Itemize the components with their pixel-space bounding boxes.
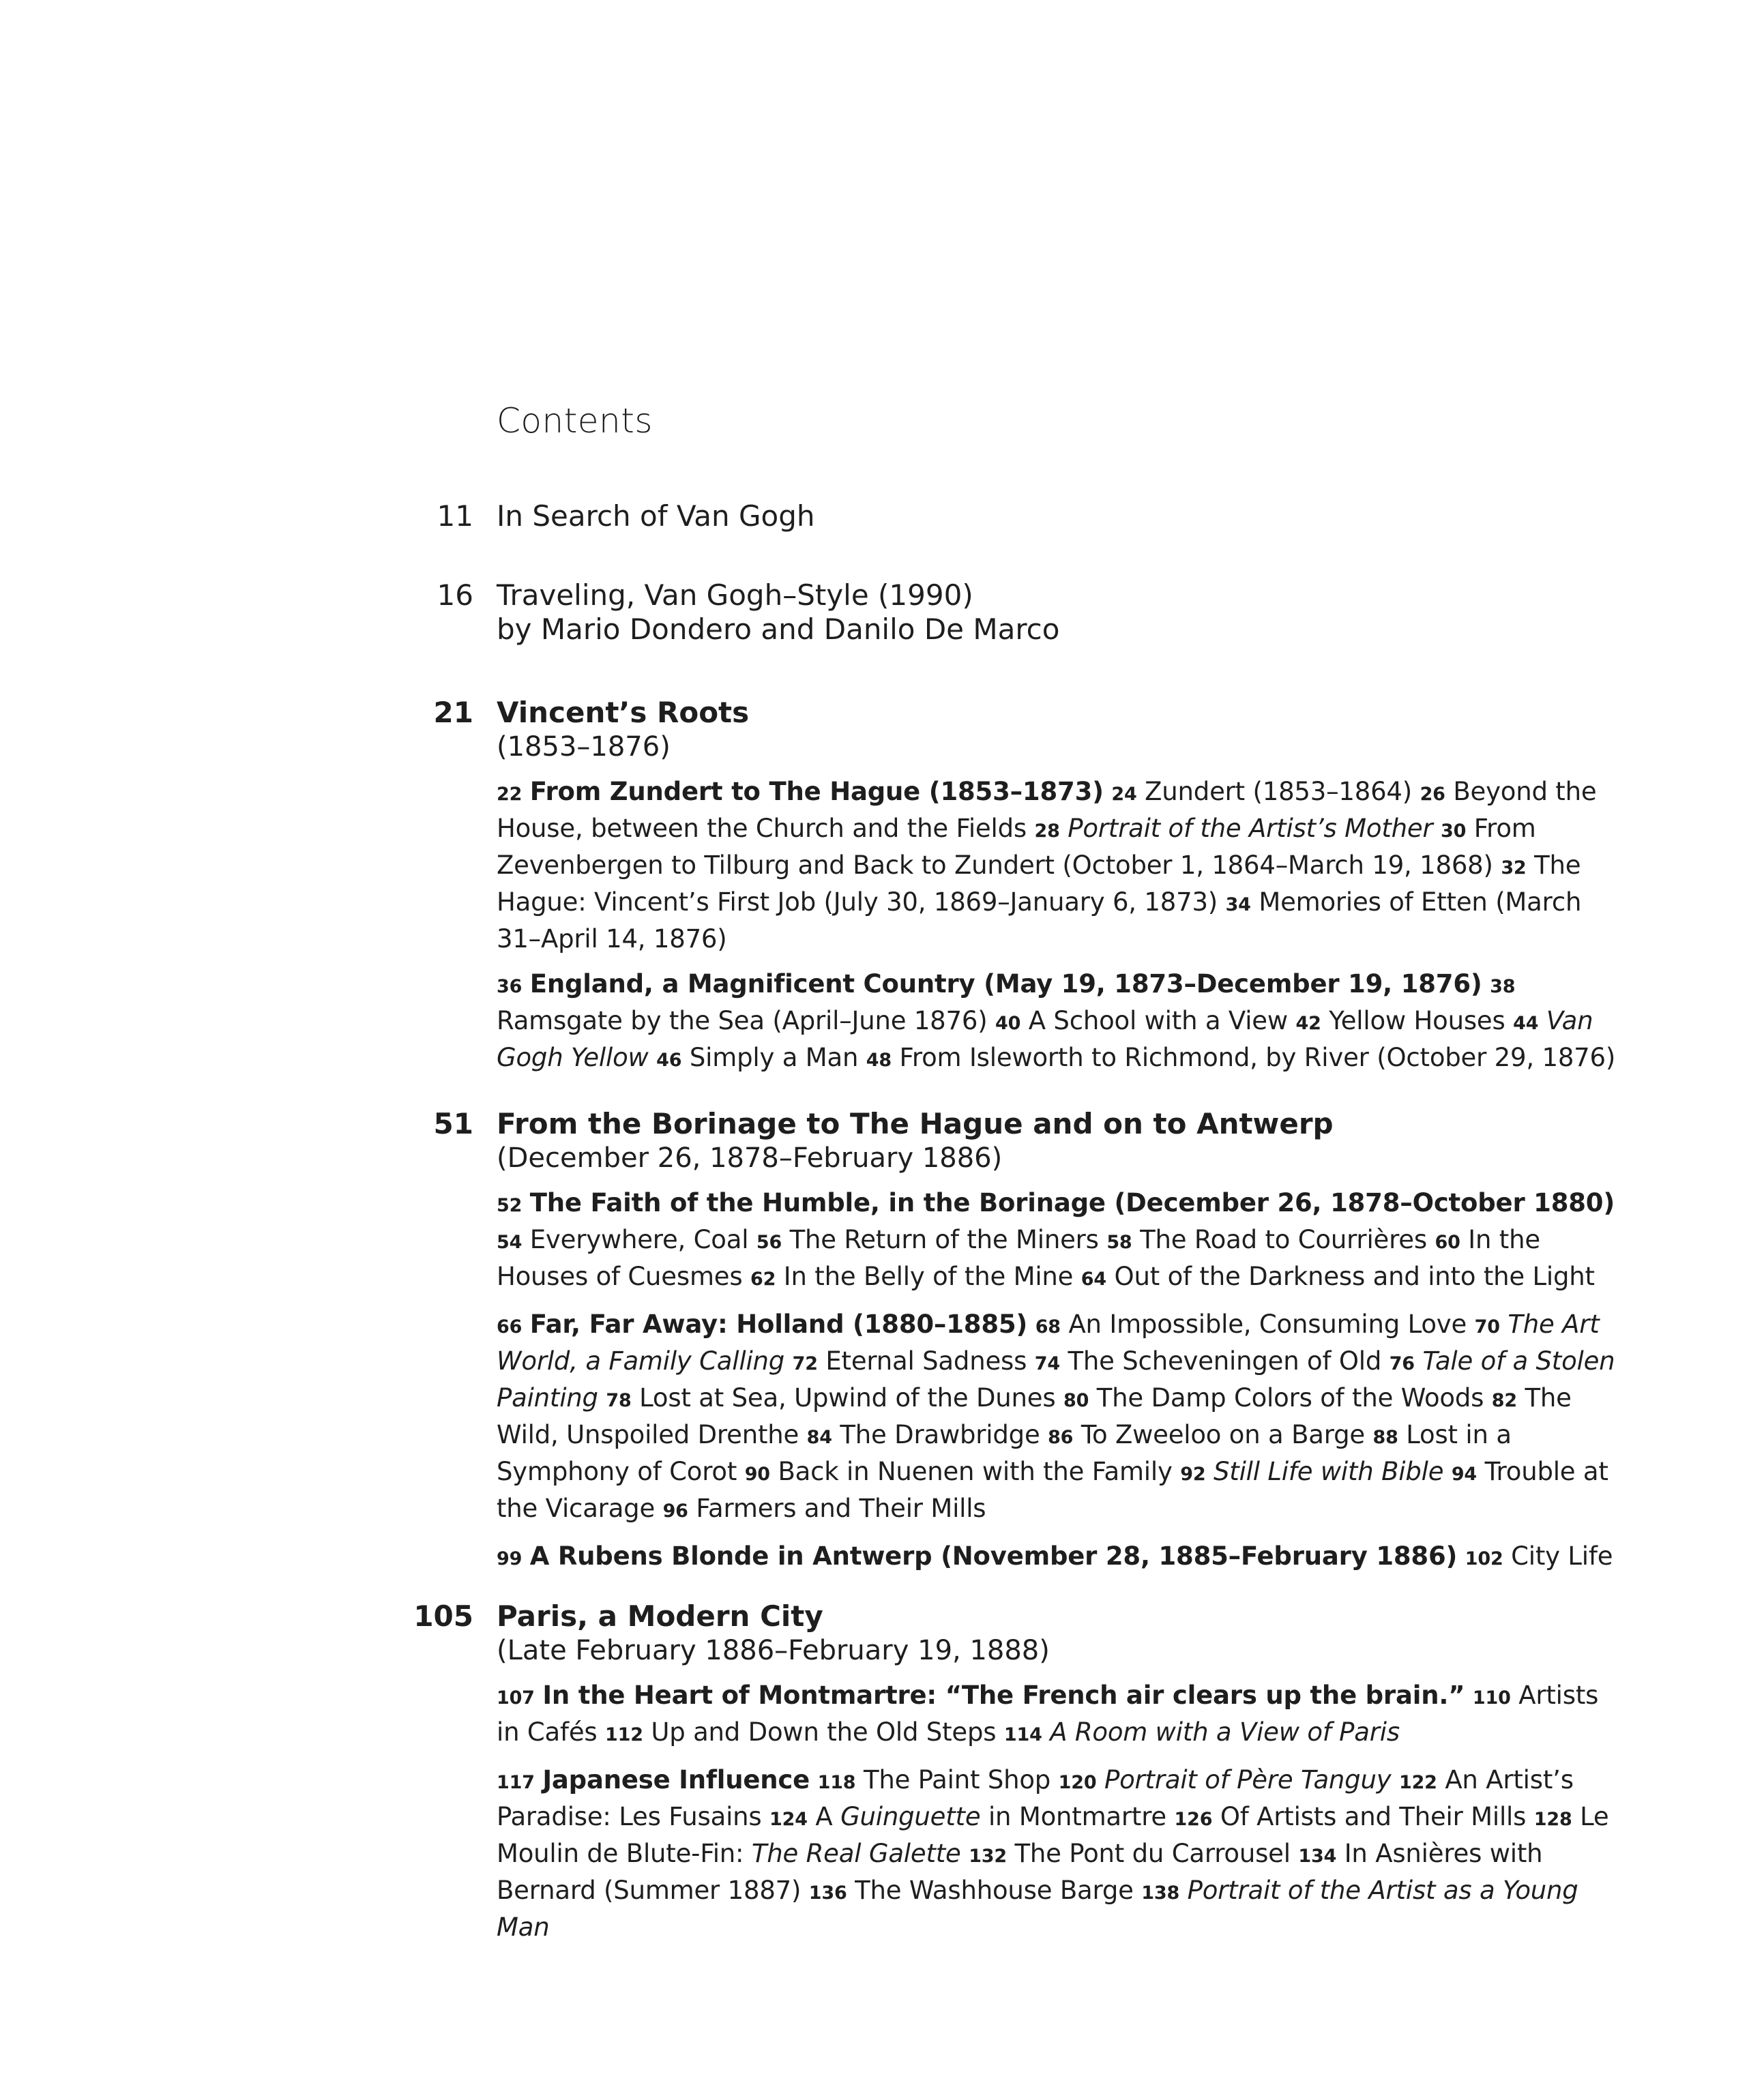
toc-entry: [0, 578, 1764, 647]
toc-item-page-number: 96: [662, 1501, 688, 1522]
toc-item-title: A Rubens Blonde in Antwerp (November 28, 1885–February 1886): [529, 1541, 1458, 1571]
toc-item-title: Beyond the House, between the Church and the Fields: [497, 777, 1597, 843]
toc-page-number: 105: [413, 1599, 473, 1633]
toc-item-page-number: 48: [866, 1050, 892, 1071]
toc-item-page-number: 44: [1513, 1013, 1539, 1034]
toc-item-title: Guinguette: [840, 1802, 981, 1831]
toc-title: Traveling, Van Gogh–Style (1990): [497, 578, 973, 612]
toc-item-title: Farmers and Their Mills: [696, 1494, 986, 1523]
toc-chapter: [0, 1107, 1764, 1576]
toc-item-page-number: 110: [1472, 1687, 1511, 1709]
toc-item-page-number: 64: [1081, 1269, 1106, 1290]
toc-item-page-number: 86: [1048, 1427, 1074, 1448]
toc-item-page-number: 72: [792, 1353, 818, 1374]
toc-item-title: Memories of Etten (March 31–April 14, 1876): [497, 887, 1582, 954]
toc-item-title: From Zevenbergen to Tilburg and Back to Zundert (October 1, 1864–March 19, 1868): [497, 814, 1536, 880]
toc-item-page-number: 112: [605, 1724, 643, 1745]
toc-item-page-number: 78: [606, 1390, 632, 1411]
toc-item-title: in Montmartre: [980, 1802, 1166, 1831]
toc-item-page-number: 68: [1035, 1316, 1061, 1338]
toc-item-page-number: 107: [497, 1687, 535, 1709]
toc-item-page-number: 58: [1106, 1232, 1132, 1253]
toc-item-title: The Washhouse Barge: [855, 1876, 1134, 1905]
toc-item-title: The Scheveningen of Old: [1068, 1346, 1382, 1376]
toc-item-title: Japanese Influence: [542, 1765, 810, 1794]
toc-item-title: An Artist’s Paradise: Les Fusains: [497, 1765, 1574, 1831]
toc-page-number: 51: [433, 1107, 473, 1140]
toc-section: [497, 1539, 1622, 1576]
toc-item-title: The Return of the Miners: [789, 1225, 1099, 1254]
toc-item-title: Le Moulin de Blute-Fin:: [497, 1802, 1609, 1868]
toc-item-title: Lost at Sea, Upwind of the Dunes: [639, 1383, 1056, 1413]
toc-item-title: From Zundert to The Hague (1853–1873): [529, 777, 1104, 806]
toc-item-page-number: 126: [1174, 1809, 1213, 1830]
toc-page-number: 16: [437, 578, 473, 612]
toc-item-page-number: 56: [756, 1232, 782, 1253]
toc-entry: [0, 499, 1764, 533]
toc-item-title: Portrait of the Artist’s Mother: [1068, 814, 1433, 843]
toc-item-title: The Damp Colors of the Woods: [1096, 1383, 1484, 1413]
toc-item-title: In Asnières with Bernard (Summer 1887): [497, 1839, 1543, 1905]
toc-section: [497, 1308, 1622, 1528]
toc-item-title: Still Life with Bible: [1213, 1457, 1444, 1486]
toc-item-page-number: 66: [497, 1316, 523, 1338]
toc-item-page-number: 90: [744, 1464, 770, 1485]
toc-item-page-number: 114: [1003, 1724, 1042, 1745]
toc-item-title: Van Gogh Yellow: [497, 1006, 1593, 1072]
toc-item-title: From Isleworth to Richmond, by River (October 29, 1876): [899, 1043, 1616, 1072]
toc-item-title: Far, Far Away: Holland (1880–1885): [529, 1310, 1028, 1339]
toc-item-title: An Impossible, Consuming Love: [1068, 1310, 1467, 1339]
toc-item-title: Lost in a Symphony of Corot: [497, 1420, 1512, 1486]
toc-item-title: The Road to Courrières: [1140, 1225, 1427, 1254]
toc-item-title: Yellow Houses: [1329, 1006, 1505, 1035]
toc-item-title: The Art World, a Family Calling: [497, 1310, 1600, 1376]
toc-item-page-number: 46: [656, 1050, 682, 1071]
toc-item-page-number: 76: [1389, 1353, 1415, 1374]
toc-item-page-number: 84: [806, 1427, 832, 1448]
toc-item-title: The Pont du Carrousel: [1014, 1839, 1291, 1868]
toc-item-title: Portrait of the Artist as a Young Man: [497, 1876, 1578, 1942]
toc-item-page-number: 122: [1398, 1772, 1437, 1793]
toc-item-title: To Zweeloo on a Barge: [1081, 1420, 1365, 1449]
chapter-dates: (Late February 1886–February 19, 1888): [497, 1635, 1050, 1666]
toc-item-title: Zundert (1853–1864): [1145, 777, 1413, 806]
toc-chapter: [0, 1599, 1764, 1945]
toc-item-page-number: 36: [497, 976, 523, 997]
toc-item-title: The Real Galette: [751, 1839, 961, 1868]
toc-item-title: England, a Magnificent Country (May 19, 1873–December 19, 1876): [529, 969, 1482, 999]
toc-section: [497, 1186, 1622, 1297]
toc-item-page-number: 62: [750, 1269, 776, 1290]
chapter-title: Vincent’s Roots: [497, 696, 750, 729]
toc-item-title: Everywhere, Coal: [529, 1225, 749, 1254]
toc-item-page-number: 42: [1295, 1013, 1321, 1034]
toc-item-page-number: 134: [1298, 1846, 1337, 1867]
toc-item-title: Back in Nuenen with the Family: [778, 1457, 1173, 1486]
toc-item-title: In the Houses of Cuesmes: [497, 1225, 1540, 1291]
toc-item-page-number: 80: [1063, 1390, 1089, 1411]
toc-item-page-number: 34: [1225, 894, 1251, 915]
chapter-dates: (1853–1876): [497, 731, 671, 763]
toc-item-page-number: 136: [808, 1882, 847, 1904]
toc-item-page-number: 132: [969, 1846, 1007, 1867]
toc-item-page-number: 88: [1372, 1427, 1398, 1448]
toc-item-title: Portrait of Père Tanguy: [1104, 1765, 1392, 1794]
toc-item-page-number: 26: [1420, 784, 1445, 805]
toc-section: [497, 1763, 1622, 1945]
toc-chapter: [0, 696, 1764, 1078]
toc-item-page-number: 22: [497, 784, 523, 805]
toc-item-title: Ramsgate by the Sea (April–June 1876): [497, 1006, 988, 1035]
toc-item-title: The Drawbridge: [840, 1420, 1040, 1449]
toc-item-page-number: 30: [1441, 821, 1467, 842]
toc-item-page-number: 92: [1180, 1464, 1206, 1485]
toc-item-page-number: 120: [1058, 1772, 1097, 1793]
toc-item-title: In the Heart of Montmartre: “The French air clears up the brain.”: [542, 1681, 1465, 1710]
toc-title: In Search of Van Gogh: [497, 499, 815, 533]
toc-item-title: A School with a View: [1028, 1006, 1288, 1035]
toc-item-page-number: 54: [497, 1232, 523, 1253]
toc-item-title: The Paint Shop: [863, 1765, 1051, 1794]
toc-item-title: Simply a Man: [689, 1043, 859, 1072]
toc-item-title: The Hague: Vincent’s First Job (July 30, 1869–January 6, 1873): [497, 851, 1581, 917]
toc-item-title: Trouble at the Vicarage: [497, 1457, 1608, 1523]
toc-item-page-number: 117: [497, 1772, 535, 1793]
toc-item-title: The Faith of the Humble, in the Borinage (December 26, 1878–October 1880): [529, 1188, 1615, 1217]
toc-item-title: Up and Down the Old Steps: [651, 1717, 997, 1747]
toc-section: [497, 775, 1622, 956]
toc-item-title: Eternal Sadness: [825, 1346, 1027, 1376]
toc-item-title: Out of the Darkness and into the Light: [1114, 1262, 1595, 1291]
toc-item-title: A Room with a View of Paris: [1050, 1717, 1400, 1747]
toc-item-title: In the Belly of the Mine: [783, 1262, 1074, 1291]
toc-item-page-number: 52: [497, 1195, 523, 1216]
toc-item-title: Artists in Cafés: [497, 1681, 1599, 1747]
chapter-dates: (December 26, 1878–February 1886): [497, 1142, 1003, 1174]
toc-item-page-number: 82: [1491, 1390, 1517, 1411]
toc-page-number: 21: [433, 696, 473, 729]
toc-page-number: 11: [437, 499, 473, 533]
toc-item-title: Of Artists and Their Mills: [1220, 1802, 1527, 1831]
page-title: Contents: [497, 401, 653, 441]
toc-item-title: The Wild, Unspoiled Drenthe: [497, 1383, 1572, 1449]
toc-item-page-number: 70: [1474, 1316, 1500, 1338]
toc-byline: by Mario Dondero and Danilo De Marco: [497, 612, 1060, 646]
toc-item-page-number: 40: [995, 1013, 1021, 1034]
toc-item-page-number: 94: [1451, 1464, 1478, 1485]
toc-item-page-number: 102: [1465, 1548, 1503, 1569]
toc-section: [497, 1679, 1622, 1752]
toc-item-page-number: 138: [1141, 1882, 1180, 1904]
toc-item-page-number: 24: [1111, 784, 1137, 805]
toc-section: [497, 967, 1622, 1078]
toc-item-page-number: 74: [1034, 1353, 1060, 1374]
toc-item-title: Tale of a Stolen Painting: [497, 1346, 1615, 1413]
toc-item-page-number: 118: [817, 1772, 856, 1793]
toc-item-title: A: [815, 1802, 841, 1831]
toc-item-page-number: 32: [1501, 857, 1527, 878]
toc-item-page-number: 99: [497, 1548, 523, 1569]
toc-item-page-number: 128: [1533, 1809, 1572, 1830]
chapter-title: Paris, a Modern City: [497, 1599, 823, 1633]
toc-item-page-number: 60: [1435, 1232, 1460, 1253]
chapter-title: From the Borinage to The Hague and on to Antwerp: [497, 1107, 1334, 1140]
toc-item-title: City Life: [1511, 1541, 1613, 1571]
toc-item-page-number: 124: [769, 1809, 808, 1830]
toc-item-page-number: 28: [1034, 821, 1060, 842]
toc-item-page-number: 38: [1490, 976, 1516, 997]
